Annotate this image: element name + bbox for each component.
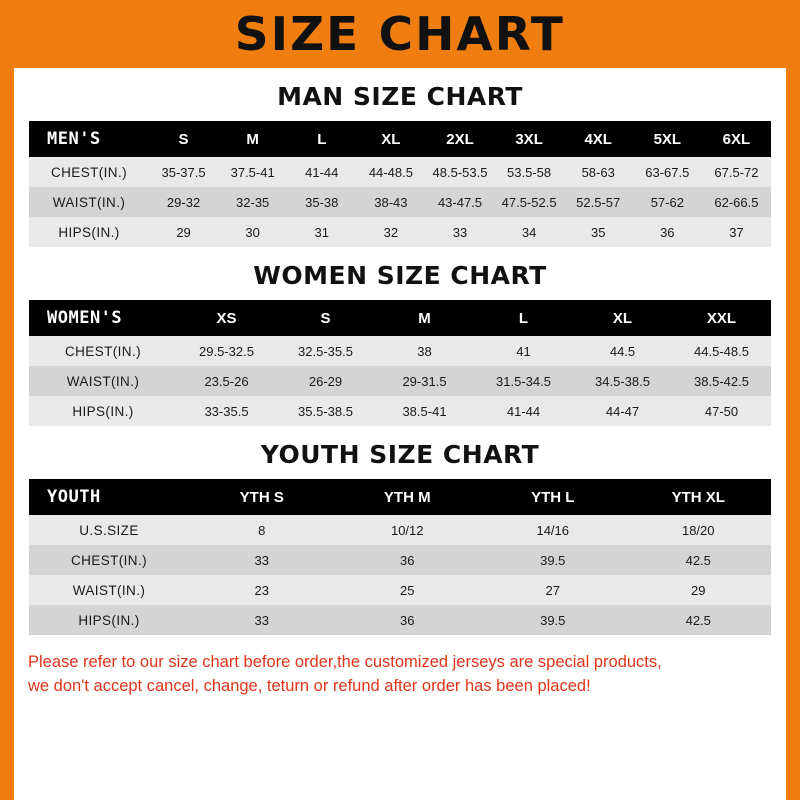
men-col-s: S (149, 121, 218, 157)
youth-waist-s: 23 (189, 575, 335, 605)
women-col-s: S (276, 300, 375, 336)
women-col-xl: XL (573, 300, 672, 336)
men-hips-4xl: 35 (564, 217, 633, 247)
youth-waist-m: 25 (335, 575, 481, 605)
women-row-label-chest: CHEST(IN.) (29, 336, 177, 366)
disclaimer-line-2: we don't accept cancel, change, teturn or refund after order has been placed! (28, 676, 591, 695)
youth-waist-xl: 29 (626, 575, 772, 605)
table-row (29, 575, 771, 605)
section-men (14, 82, 786, 247)
men-hips-6xl: 37 (702, 217, 771, 247)
header-banner (0, 0, 800, 68)
youth-ussize-m: 10/12 (335, 515, 481, 545)
women-col-l: L (474, 300, 573, 336)
youth-ussize-l: 14/16 (480, 515, 626, 545)
women-row-label-hips: HIPS(IN.) (29, 396, 177, 426)
women-col-m: M (375, 300, 474, 336)
men-chest-3xl: 53.5-58 (495, 157, 564, 187)
women-chest-xl: 44.5 (573, 336, 672, 366)
women-waist-xs: 23.5-26 (177, 366, 276, 396)
youth-chest-xl: 42.5 (626, 545, 772, 575)
men-col-6xl: 6XL (702, 121, 771, 157)
women-hips-xl: 44-47 (573, 396, 672, 426)
women-chest-xxl: 44.5-48.5 (672, 336, 771, 366)
table-row (29, 157, 771, 187)
men-chest-2xl: 48.5-53.5 (425, 157, 494, 187)
section-title-youth: YOUTH SIZE CHART (260, 440, 540, 469)
section-title-men: MAN SIZE CHART (277, 82, 523, 111)
youth-col-l: YTH L (480, 479, 626, 515)
men-chest-6xl: 67.5-72 (702, 157, 771, 187)
men-waist-m: 32-35 (218, 187, 287, 217)
women-row-label-waist: WAIST(IN.) (29, 366, 177, 396)
men-col-4xl: 4XL (564, 121, 633, 157)
table-row (29, 605, 771, 635)
women-chest-xs: 29.5-32.5 (177, 336, 276, 366)
men-hips-5xl: 36 (633, 217, 702, 247)
men-col-m: M (218, 121, 287, 157)
men-size-table (29, 121, 771, 247)
women-col-xxl: XXL (672, 300, 771, 336)
youth-row-label-ussize: U.S.SIZE (29, 515, 189, 545)
men-chest-s: 35-37.5 (149, 157, 218, 187)
men-waist-xl: 38-43 (356, 187, 425, 217)
men-row-label-chest: CHEST(IN.) (29, 157, 149, 187)
youth-chest-l: 39.5 (480, 545, 626, 575)
women-waist-m: 29-31.5 (375, 366, 474, 396)
disclaimer-note (28, 651, 772, 699)
women-chest-s: 32.5-35.5 (276, 336, 375, 366)
men-row-head: MEN'S (29, 121, 149, 157)
table-row (29, 336, 771, 366)
youth-row-label-waist: WAIST(IN.) (29, 575, 189, 605)
section-youth (14, 440, 786, 635)
table-header-row (29, 121, 771, 157)
men-hips-l: 31 (287, 217, 356, 247)
section-title-women: WOMEN SIZE CHART (253, 261, 547, 290)
youth-hips-l: 39.5 (480, 605, 626, 635)
men-waist-s: 29-32 (149, 187, 218, 217)
men-row-label-waist: WAIST(IN.) (29, 187, 149, 217)
men-col-5xl: 5XL (633, 121, 702, 157)
table-header-row (29, 300, 771, 336)
men-col-3xl: 3XL (495, 121, 564, 157)
women-chest-m: 38 (375, 336, 474, 366)
women-row-head: WOMEN'S (29, 300, 177, 336)
men-waist-4xl: 52.5-57 (564, 187, 633, 217)
youth-chest-m: 36 (335, 545, 481, 575)
women-col-xs: XS (177, 300, 276, 336)
women-hips-l: 41-44 (474, 396, 573, 426)
youth-hips-s: 33 (189, 605, 335, 635)
women-size-table (29, 300, 771, 426)
women-chest-l: 41 (474, 336, 573, 366)
youth-chest-s: 33 (189, 545, 335, 575)
youth-hips-xl: 42.5 (626, 605, 772, 635)
men-hips-xl: 32 (356, 217, 425, 247)
women-hips-s: 35.5-38.5 (276, 396, 375, 426)
men-waist-5xl: 57-62 (633, 187, 702, 217)
table-row (29, 545, 771, 575)
youth-size-table (29, 479, 771, 635)
men-chest-m: 37.5-41 (218, 157, 287, 187)
table-row (29, 396, 771, 426)
page-title: SIZE CHART (234, 7, 566, 61)
men-col-2xl: 2XL (425, 121, 494, 157)
women-waist-xl: 34.5-38.5 (573, 366, 672, 396)
men-hips-3xl: 34 (495, 217, 564, 247)
men-col-xl: XL (356, 121, 425, 157)
men-chest-l: 41-44 (287, 157, 356, 187)
men-hips-m: 30 (218, 217, 287, 247)
men-row-label-hips: HIPS(IN.) (29, 217, 149, 247)
men-hips-s: 29 (149, 217, 218, 247)
table-row (29, 366, 771, 396)
women-waist-s: 26-29 (276, 366, 375, 396)
men-col-l: L (287, 121, 356, 157)
youth-waist-l: 27 (480, 575, 626, 605)
youth-row-label-hips: HIPS(IN.) (29, 605, 189, 635)
men-chest-xl: 44-48.5 (356, 157, 425, 187)
women-hips-xs: 33-35.5 (177, 396, 276, 426)
men-waist-6xl: 62-66.5 (702, 187, 771, 217)
men-hips-2xl: 33 (425, 217, 494, 247)
women-hips-m: 38.5-41 (375, 396, 474, 426)
youth-col-m: YTH M (335, 479, 481, 515)
women-waist-xxl: 38.5-42.5 (672, 366, 771, 396)
table-header-row (29, 479, 771, 515)
youth-row-head: YOUTH (29, 479, 189, 515)
youth-col-s: YTH S (189, 479, 335, 515)
women-waist-l: 31.5-34.5 (474, 366, 573, 396)
table-row (29, 217, 771, 247)
section-women (14, 261, 786, 426)
youth-ussize-s: 8 (189, 515, 335, 545)
youth-hips-m: 36 (335, 605, 481, 635)
women-hips-xxl: 47-50 (672, 396, 771, 426)
youth-ussize-xl: 18/20 (626, 515, 772, 545)
youth-row-label-chest: CHEST(IN.) (29, 545, 189, 575)
men-waist-3xl: 47.5-52.5 (495, 187, 564, 217)
youth-col-xl: YTH XL (626, 479, 772, 515)
men-waist-l: 35-38 (287, 187, 356, 217)
table-row (29, 515, 771, 545)
men-chest-5xl: 63-67.5 (633, 157, 702, 187)
men-chest-4xl: 58-63 (564, 157, 633, 187)
disclaimer-line-1: Please refer to our size chart before order,the customized jerseys are special products, (28, 653, 662, 671)
men-waist-2xl: 43-47.5 (425, 187, 494, 217)
table-row (29, 187, 771, 217)
